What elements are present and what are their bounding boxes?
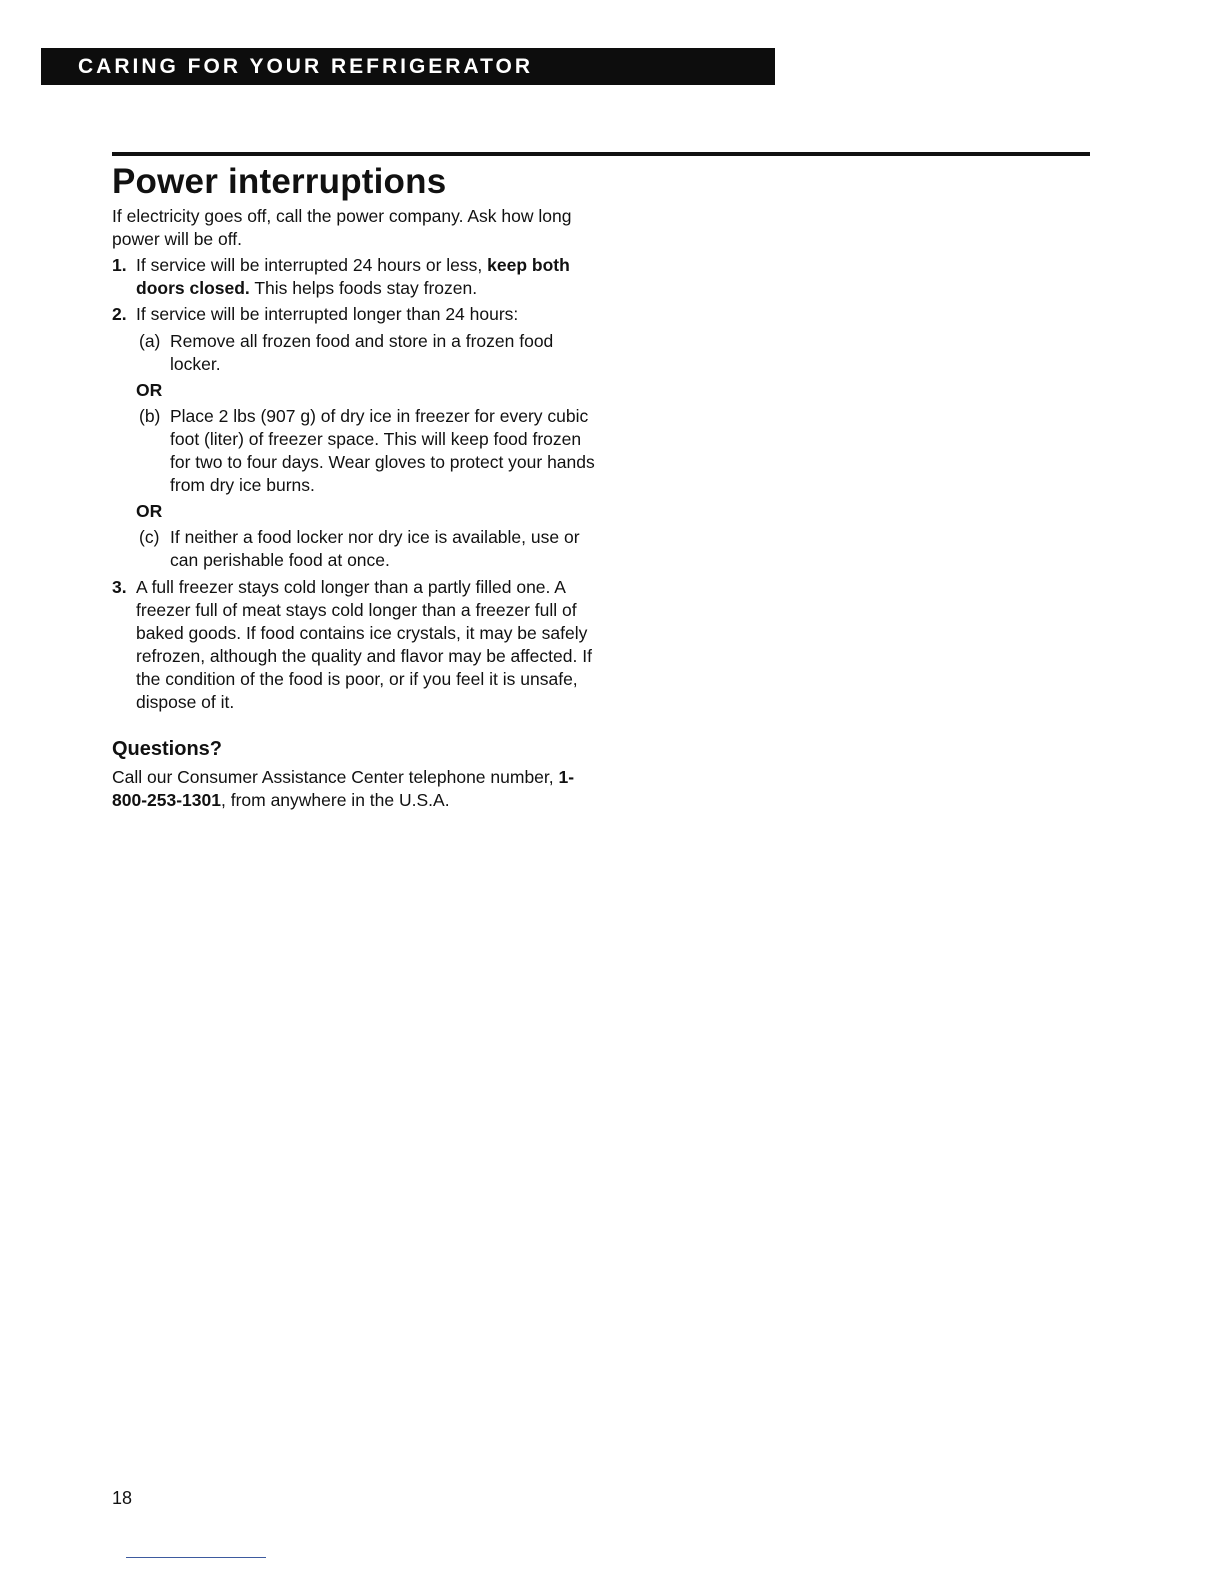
sub-item-c [112,526,602,572]
item-1-emphasis: keep both doors closed. [136,255,570,298]
sub-item-a-text: Remove all frozen food and store in a frozen food locker. [170,331,554,374]
title-rule [112,152,1090,156]
section-header-banner: CARING FOR YOUR REFRIGERATOR [41,48,775,85]
sub-item-b-text: Place 2 lbs (907 g) of dry ice in freezer for every cubic foot (liter) of freezer space. This will keep food frozen for two to four days. Wear gloves to protect your hands from dry ice burns. [170,406,595,495]
or-label-2: OR [136,501,163,521]
intro-paragraph: If electricity goes off, call the power company. Ask how long power will be off. [112,206,572,249]
sub-item-a [112,330,602,376]
or-label-1: OR [136,380,163,400]
item-2-text: If service will be interrupted longer than 24 hours: [136,304,519,324]
sub-item-c-text: If neither a food locker nor dry ice is available, use or can perishable food at once. [170,527,580,570]
sub-item-c-label: (c) [139,527,160,547]
item-1-text-before: If service will be interrupted 24 hours or less, [136,255,488,275]
page-title: Power interruptions [112,162,447,201]
questions-text-after: , from anywhere in the U.S.A. [220,790,450,810]
list-number-3: 3. [112,577,127,597]
sub-item-a-label: (a) [139,331,161,351]
item-3-text: A full freezer stays cold longer than a partly filled one. A freezer full of meat stays cold longer than a freezer full of baked goods. If food contains ice crystals, it may be safely refrozen, although the quality and flavor may be affected. If the condition of the food is poor, or if you feel it is unsafe, dispose of it. [136,577,592,712]
list-item-1 [112,254,602,300]
questions-heading: Questions? [112,738,223,760]
item-1-text-after: This helps foods stay frozen. [249,278,478,298]
list-number-1: 1. [112,255,127,275]
questions-paragraph [112,766,602,812]
list-number-2: 2. [112,304,127,324]
list-item-3 [112,576,602,714]
footer-line [126,1557,266,1558]
power-interruptions-section [112,160,602,812]
sub-item-b [112,405,602,497]
list-item-2 [112,303,602,326]
phone-number: 1-800-253-1301 [112,767,575,810]
questions-text-before: Call our Consumer Assistance Center telephone number, [112,767,559,787]
page-number: 18 [112,1488,133,1508]
sub-item-b-label: (b) [139,406,161,426]
